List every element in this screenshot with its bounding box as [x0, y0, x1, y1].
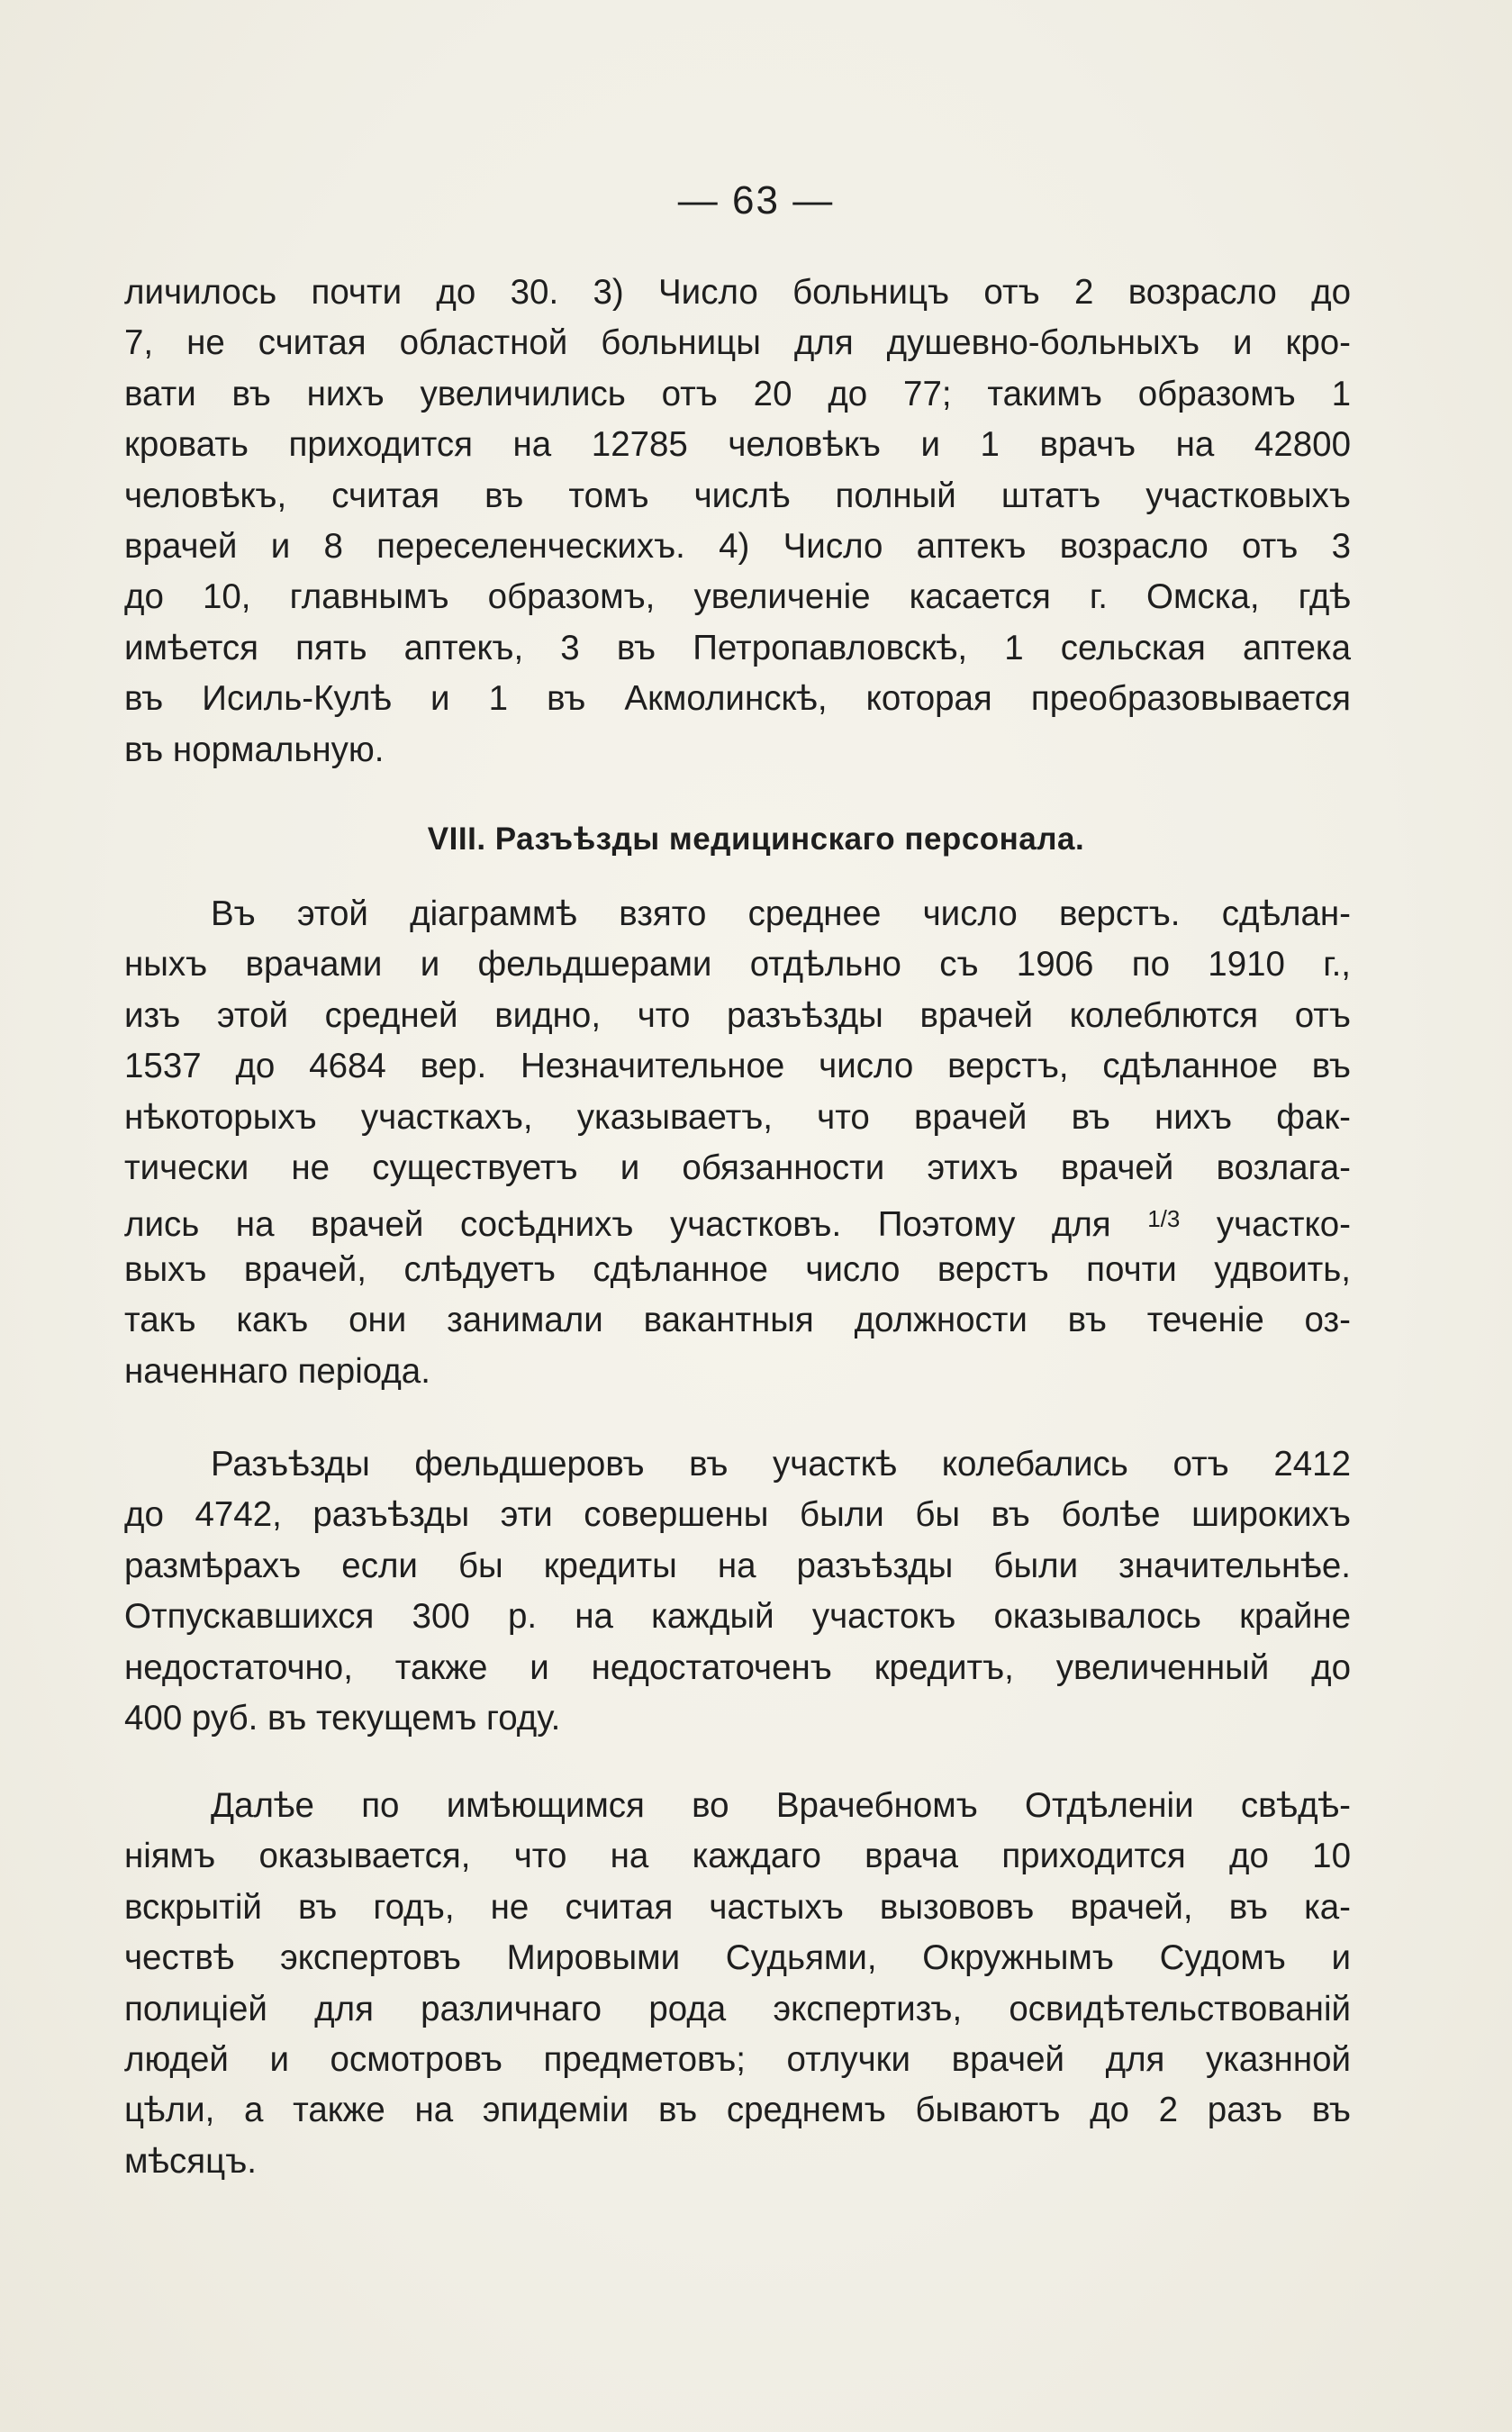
text-line: размѣрахъ если бы кредиты на разъѣзды были значительнѣе.: [124, 1546, 1351, 1585]
text-line: до 10, главнымъ образомъ, увеличеніе касается г. Омска, гдѣ: [124, 577, 1351, 617]
text-line: имѣется пять аптекъ, 3 въ Петропавловскѣ, 1 сельская аптека: [124, 628, 1351, 667]
text-line: врачей и 8 переселенческихъ. 4) Число аптекъ возрасло отъ 3: [124, 526, 1351, 566]
text-line: ныхъ врачами и фельдшерами отдѣльно съ 1906 по 1910 г.,: [124, 945, 1351, 985]
text-line: Въ этой діаграммѣ взято среднее число верстъ. сдѣлан-: [211, 894, 1351, 933]
text-line: нѣкоторыхъ участкахъ, указываетъ, что врачей въ нихъ фак-: [124, 1097, 1351, 1137]
fraction-one-third: 1/3: [1147, 1205, 1181, 1233]
text-line: 7, не считая областной больницы для душевно-больныхъ и кро-: [124, 323, 1351, 363]
paragraph-feldshers-travel: [124, 1439, 1351, 1744]
text-line: Разъѣзды фельдшеровъ въ участкѣ колебались отъ 2412: [211, 1445, 1351, 1484]
text-line: тически не существуетъ и обязанности этихъ врачей возлага-: [124, 1148, 1351, 1187]
text-line: такъ какъ они занимали вакантныя должности въ теченіе оз-: [124, 1301, 1351, 1340]
text-line: чествѣ экспертовъ Мировыми Судьями, Окружнымъ Судомъ и: [124, 1938, 1351, 1978]
text-line: выхъ врачей, слѣдуетъ сдѣланное число верстъ почти удвоить,: [124, 1249, 1351, 1289]
text-line: вати въ нихъ увеличились отъ 20 до 77; такимъ образомъ 1: [124, 374, 1351, 413]
text-line: въ Исиль-Кулѣ и 1 въ Акмолинскѣ, которая преобразовывается: [124, 679, 1351, 719]
paragraph-autopsies-and-expertise: [124, 1781, 1351, 2187]
page-number: — 63 —: [677, 178, 835, 222]
section-heading: VIII. Разъѣзды медицинскаго персонала.: [427, 821, 1085, 857]
text-segment: лись на врачей сосѣднихъ участковъ. Поэтому для: [124, 1205, 1111, 1245]
text-line: полиціей для различнаго рода экспертизъ, освидѣтельствованій: [124, 1989, 1351, 2028]
text-line: Отпускавшихся 300 р. на каждый участокъ оказывалось крайне: [124, 1597, 1351, 1637]
paragraph-doctors-travel: [124, 889, 1351, 1397]
text-line: человѣкъ, считая въ томъ числѣ полный штатъ участковыхъ: [124, 476, 1351, 515]
text-line: Далѣе по имѣющимся во Врачебномъ Отдѣленіи свѣдѣ-: [211, 1786, 1351, 1825]
text-line: до 4742, разъѣзды эти совершены были бы въ болѣе широкихъ: [124, 1495, 1351, 1535]
paragraph-population-and-hospitals: [124, 268, 1351, 776]
text-line: 400 руб. въ текущемъ году.: [124, 1698, 561, 1738]
text-segment: участко-: [1216, 1205, 1351, 1245]
text-line: наченнаго періода.: [124, 1351, 430, 1391]
text-line: изъ этой средней видно, что разъѣзды врачей колеблются отъ: [124, 995, 1351, 1035]
text-line: личилось почти до 30. 3) Число больницъ отъ 2 возрасло до: [124, 273, 1351, 312]
text-line: людей и осмотровъ предметовъ; отлучки врачей для указнной: [124, 2039, 1351, 2079]
text-line: въ нормальную.: [124, 730, 385, 769]
text-line-with-fraction: [124, 1193, 1351, 1244]
text-line: ніямъ оказывается, что на каждаго врача приходится до 10: [124, 1837, 1351, 1876]
text-line: кровать приходится на 12785 человѣкъ и 1 врачъ на 42800: [124, 425, 1351, 465]
text-line: недостаточно, также и недостаточенъ кредитъ, увеличенный до: [124, 1647, 1351, 1687]
text-line: 1537 до 4684 вер. Незначительное число верстъ, сдѣланное въ: [124, 1047, 1351, 1086]
text-line: вскрытій въ годъ, не считая частыхъ вызововъ врачей, въ ка-: [124, 1887, 1351, 1927]
text-line: цѣли, а также на эпидеміи въ среднемъ бываютъ до 2 разъ въ: [124, 2091, 1351, 2130]
text-line: мѣсяцъ.: [124, 2141, 257, 2181]
